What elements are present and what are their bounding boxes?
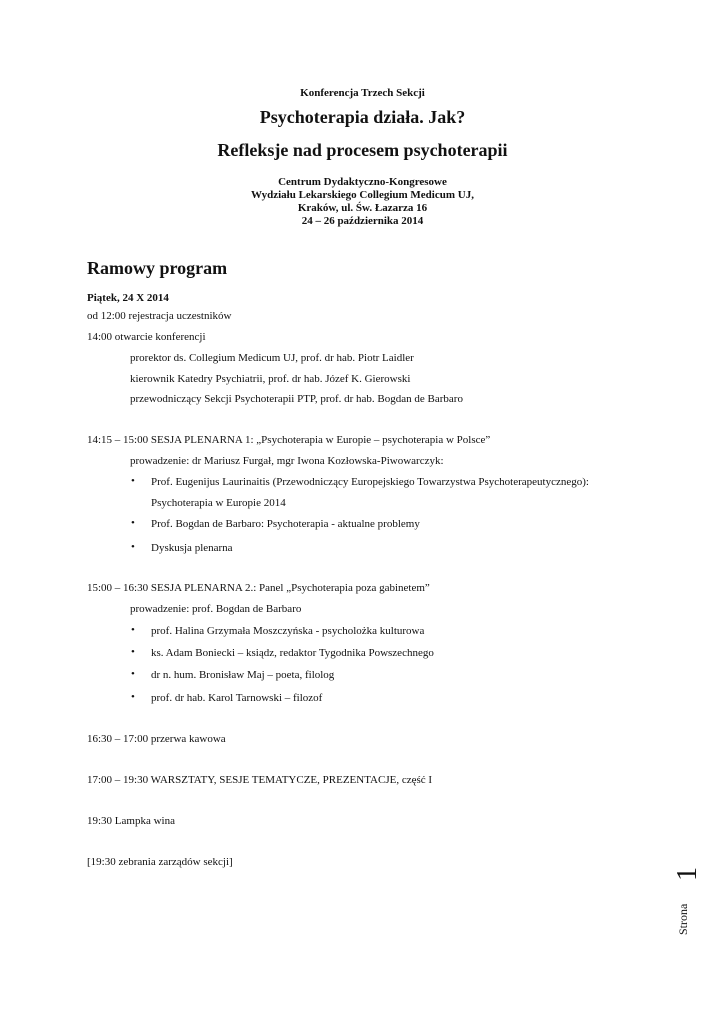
opening-speaker: prorektor ds. Collegium Medicum UJ, prof. dr hab. Piotr Laidler [130, 352, 414, 364]
title-line-2: Refleksje nad procesem psychoterapii [217, 140, 508, 160]
opening-speaker: kierownik Katedry Psychiatrii, prof. dr hab. Józef K. Gierowski [130, 373, 411, 385]
list-item: Dyskusja plenarna [151, 542, 233, 554]
bullet-icon: • [131, 517, 135, 529]
plenary-1-title: 14:15 – 15:00 SESJA PLENARNA 1: „Psychoterapia w Europie – psychoterapia w Polsce” [87, 434, 491, 446]
page-number: 1 [672, 867, 703, 881]
list-item: Prof. Bogdan de Barbaro: Psychoterapia - aktualne problemy [151, 518, 420, 530]
bullet-icon: • [131, 691, 135, 703]
board-meetings: [19:30 zebrania zarządów sekcji] [87, 856, 233, 868]
bullet-icon: • [131, 624, 135, 636]
workshops: 17:00 – 19:30 WARSZTATY, SESJE TEMATYCZE, PREZENTACJE, część I [87, 774, 433, 786]
registration: od 12:00 rejestracja uczestników [87, 310, 232, 322]
list-item: prof. Halina Grzymała Moszczyńska - psycholożka kulturowa [151, 625, 425, 637]
list-item: prof. dr hab. Karol Tarnowski – filozof [151, 692, 323, 704]
plenary-1-chairs: prowadzenie: dr Mariusz Furgał, mgr Iwona Kozłowska-Piwowarczyk: [130, 455, 444, 467]
program-heading: Ramowy program [87, 258, 228, 278]
list-item: ks. Adam Boniecki – ksiądz, redaktor Tygodnika Powszechnego [151, 647, 434, 659]
bullet-icon: • [131, 668, 135, 680]
conference-name: Konferencja Trzech Sekcji [300, 87, 425, 99]
title-line-1: Psychoterapia działa. Jak? [259, 107, 466, 127]
venue-line-1: Centrum Dydaktyczno-Kongresowe [278, 176, 447, 188]
wine: 19:30 Lampka wina [87, 815, 175, 827]
list-item-continuation: Psychoterapia w Europie 2014 [151, 497, 286, 509]
coffee-break: 16:30 – 17:00 przerwa kawowa [87, 733, 226, 745]
page-label: Strona [676, 903, 690, 935]
bullet-icon: • [131, 646, 135, 658]
venue-address: Kraków, ul. Św. Łazarza 16 [297, 202, 428, 214]
plenary-2-title: 15:00 – 16:30 SESJA PLENARNA 2.: Panel „Psychoterapia poza gabinetem” [87, 582, 430, 594]
list-item: Prof. Eugenijus Laurinaitis (Przewodniczący Europejskiego Towarzystwa Psychoterapeutycznego): [151, 476, 589, 488]
opening-speaker: przewodniczący Sekcji Psychoterapii PTP, prof. dr hab. Bogdan de Barbaro [130, 393, 463, 405]
opening: 14:00 otwarcie konferencji [87, 331, 206, 343]
venue-line-2: Wydziału Lekarskiego Collegium Medicum UJ, [251, 189, 474, 201]
bullet-icon: • [131, 475, 135, 487]
list-item: dr n. hum. Bronisław Maj – poeta, filolog [151, 669, 335, 681]
plenary-2-chairs: prowadzenie: prof. Bogdan de Barbaro [130, 603, 302, 615]
day-heading: Piątek, 24 X 2014 [87, 292, 169, 304]
conference-dates: 24 – 26 października 2014 [301, 215, 424, 227]
bullet-icon: • [131, 541, 135, 553]
